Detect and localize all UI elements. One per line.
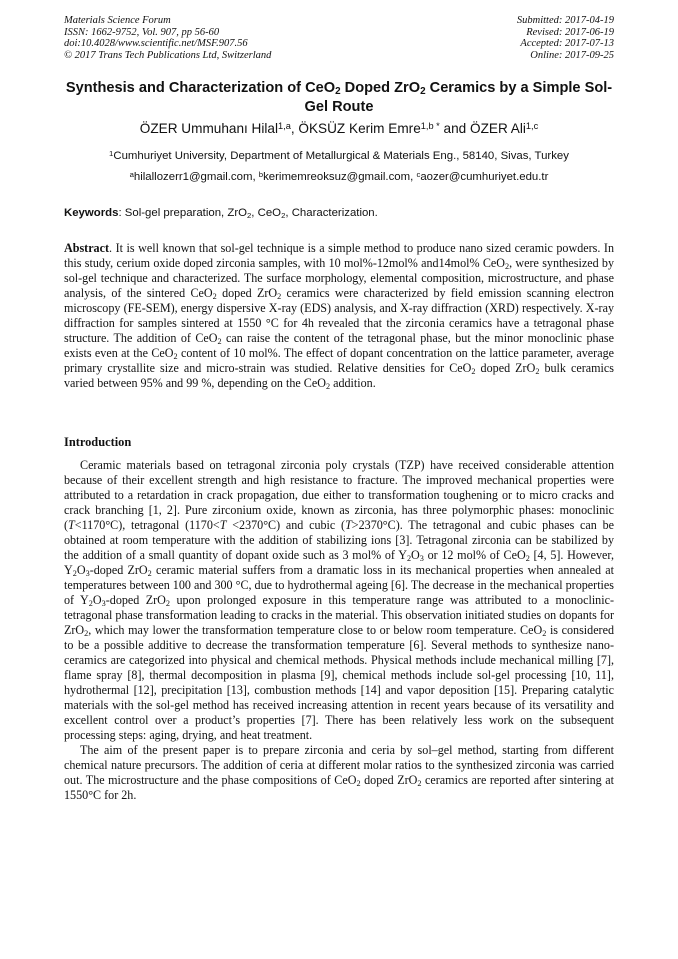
title-text: Synthesis and Characterization of CeO — [65, 80, 336, 96]
author-name: ÖKSÜZ Kerim Emre — [298, 121, 421, 136]
subscript: 2 — [525, 554, 530, 564]
abstract-text: can raise the content of the tetragonal phase, but the minor monoclinic phase exists even at the CeO — [64, 331, 615, 360]
abstract-text: addition. — [330, 376, 376, 390]
subscript: 2 — [88, 599, 93, 609]
paragraph-text: <2370°C) and cubic ( — [226, 518, 346, 532]
subscript: 2 — [471, 367, 476, 377]
email-mark: c — [416, 169, 421, 179]
italic-symbol: T — [345, 518, 352, 532]
paragraph-text: -doped ZrO — [89, 563, 148, 577]
subscript: 2 — [173, 352, 178, 362]
subscript: 2 — [406, 554, 412, 564]
paragraph-text: The aim of the present paper is to prepare zirconia and ceria by sol–gel method, starting from different chemical nature precursors. The addition of ceria at different molar ratios to the synthesized zirconia was carried out. The microstructure and the phase compositions of CeO — [64, 743, 614, 787]
subscript: 2 — [535, 367, 540, 377]
subscript: 2 — [542, 629, 547, 639]
subscript: 2 — [356, 779, 361, 789]
keywords-text: , CeO — [251, 207, 282, 219]
paragraph-text: O — [411, 548, 420, 562]
subscript: 2 — [147, 569, 152, 579]
title-text: Doped ZrO — [340, 80, 421, 96]
email-mark: b — [258, 169, 264, 179]
abstract-text: bulk ceramics varied between 95% and 99 %, depending on the CeO — [64, 361, 614, 390]
introduction-paragraph-2 — [64, 743, 614, 803]
author-separator: and — [439, 121, 470, 136]
abstract — [64, 241, 614, 391]
paragraph-text: Ceramic materials based on tetragonal zirconia poly crystals (TZP) have received considerable attention because of their excellent strength and high resistance to fracture. The improved mechanical properties were attributed to a retardation in crack propagation, due either to transformation toughening or to micro cracks and crack branching [1, 2]. Pure zirconium oxide, known as zirconia, has three polymorphic phases: monoclinic ( — [64, 458, 614, 532]
subscript: 3 — [419, 554, 424, 564]
email-address: hilallozerr1@gmail.com, — [133, 171, 259, 183]
date-accepted: Accepted: 2017-07-13 — [520, 38, 614, 50]
email-address: kerimemreoksuz@gmail.com, — [263, 171, 417, 183]
subscript: 2 — [505, 262, 510, 272]
paragraph-text: O — [76, 563, 86, 577]
email-mark: a — [129, 169, 134, 179]
journal-info — [64, 15, 271, 61]
title-text: Ceramics by a Simple Sol-Gel Route — [304, 80, 613, 115]
subscript: 2 — [72, 569, 77, 579]
date-online: Online: 2017-09-25 — [530, 49, 614, 61]
author-separator: , — [290, 121, 299, 136]
journal-copyright: © 2017 Trans Tech Publications Ltd, Switzerland — [64, 49, 272, 61]
paragraph-text: O — [92, 593, 102, 607]
journal-name: Materials Science Forum — [64, 15, 171, 26]
subscript: 2 — [217, 337, 222, 347]
title-subscript: 2 — [335, 86, 341, 98]
introduction-paragraph-1 — [64, 458, 614, 743]
author-emails — [64, 170, 614, 184]
subscript: 2 — [417, 779, 422, 789]
affiliation-text: Cumhuriyet University, Department of Metallurgical & Materials Eng., 58140, Sivas, Turkey — [113, 150, 569, 162]
abstract-text: content of 10 mol%. The effect of dopant concentration on the lattice parameter, average primary crystallite size and micro-strain was studied. Relative densities for CeO — [64, 346, 614, 375]
journal-header — [64, 15, 614, 65]
abstract-text: ceramics were characterized by field emission scanning electron microscopy (FE-SEM), energy dispersive X-ray (EDS) analysis, and X-ray diffraction (XRD) respectively. X-ray diffraction for samples sintered at 1550 °C for 4h revealed that the zirconia ceramics have a tetragonal phase structure. The addition of CeO — [64, 286, 614, 345]
abstract-text: , were synthesized by sol-gel technique and characterized. The surface morphology, elemental composition, microstructure, and phase analysis, of the sintered CeO — [64, 256, 614, 300]
author-name: ÖZER Ali — [470, 121, 526, 136]
paragraph-text: <1170°C), tetragonal (1170< — [74, 518, 220, 532]
subscript: 2 — [325, 382, 331, 392]
subscript: 2 — [212, 292, 217, 302]
paragraph-text: [4, 5]. However, Y — [64, 548, 614, 577]
author-name: ÖZER Ummuhanı Hilal — [139, 121, 278, 136]
email-address: aozer@cumhuriyet.edu.tr — [420, 171, 549, 183]
affiliation-mark: 1 — [109, 148, 114, 158]
subscript: 2 — [246, 210, 252, 220]
subscript: 2 — [281, 210, 286, 220]
paragraph-text: >2370°C). The tetragonal and cubic phases can be obtained at room temperature with the addition of stabilizing ions [3]. Tetragonal zirconia can be stabilized by the addition of a small quantity of dopant oxide such as 3 mol% of Y — [64, 518, 615, 562]
paragraph-text: ceramics are reported after sintering at 1550°C for 2h. — [64, 773, 614, 802]
date-submitted: Submitted: 2017-04-19 — [516, 15, 614, 26]
title-subscript: 2 — [420, 86, 426, 98]
author-list — [64, 120, 614, 138]
subscript: 2 — [165, 599, 171, 609]
journal-doi: doi:10.4028/www.scientific.net/MSF.907.56 — [64, 38, 248, 50]
italic-symbol: T — [68, 518, 75, 532]
paragraph-text: , which may lower the transformation temperature close to or below room temperature. CeO — [88, 623, 543, 637]
paragraph-text: ceramic material suffers from a dramatic loss in its mechanical properties when annealed at temperatures between 100 and 300 °C, due to hydrothermal ageing [6]. The decrease in the mechanical properties of Y — [64, 563, 614, 607]
date-revised: Revised: 2017-06-19 — [526, 26, 614, 38]
abstract-text: . It is well known that sol-gel technique is a simple method to produce nano sized ceramic powders. In this study, cerium oxide doped zirconia samples, with 10 mol%-12mol% and14mol% CeO — [64, 241, 614, 270]
journal-issn: ISSN: 1662-9752, Vol. 907, pp 56-60 — [64, 26, 220, 38]
subscript: 2 — [277, 292, 282, 302]
paragraph-text: or 12 mol% of CeO — [423, 548, 526, 562]
subscript: 3 — [85, 569, 90, 579]
author-affiliation-mark: 1,b * — [420, 120, 440, 131]
subscript: 3 — [101, 599, 106, 609]
author-affiliation-mark: 1,a — [278, 120, 291, 131]
keywords — [64, 206, 614, 220]
abstract-label: Abstract — [64, 241, 110, 255]
paper-title — [64, 79, 614, 117]
paragraph-text: doped ZrO — [360, 773, 418, 787]
abstract-text: doped ZrO — [216, 286, 278, 300]
italic-symbol: T — [219, 518, 227, 532]
affiliation — [64, 149, 614, 163]
keywords-label: Keywords — [64, 207, 119, 219]
introduction-section — [64, 458, 614, 803]
keywords-text: , Characterization. — [285, 207, 378, 219]
subscript: 2 — [84, 629, 89, 639]
paragraph-text: is considered to be a possible additive to decrease the transformation temperature [6]. Several methods to synthesize nano-ceramics are categorized into physical and chemical methods. Physical methods include mechanical milling [7], flame spray [8], thermal decomposition in plasma [9], chemical methods include sol-gel processing [10, 11], hydrothermal [12], precipitation [13], combustion methods [14] and vapor deposition [15]. Preparing catalytic materials with the sol-gel method has received increasing attention in recent years because of its versatility and excellent control over a product’s properties [7]. There has been relatively less work on the subsequent processing steps: aging, drying, and heat treatment. — [64, 623, 615, 742]
paragraph-text: -doped ZrO — [105, 593, 166, 607]
abstract-text: doped ZrO — [475, 361, 536, 375]
paragraph-text: upon prolonged exposure in this temperature range was attributed to a monoclinic-tetragonal phase transformation leading to cracks in the material. This observation initiated studies on dopants for ZrO — [64, 593, 614, 637]
section-heading-introduction: Introduction — [64, 435, 132, 449]
publication-dates — [517, 15, 614, 61]
keywords-text: : Sol-gel preparation, ZrO — [118, 207, 247, 219]
author-affiliation-mark: 1,c — [525, 120, 539, 131]
